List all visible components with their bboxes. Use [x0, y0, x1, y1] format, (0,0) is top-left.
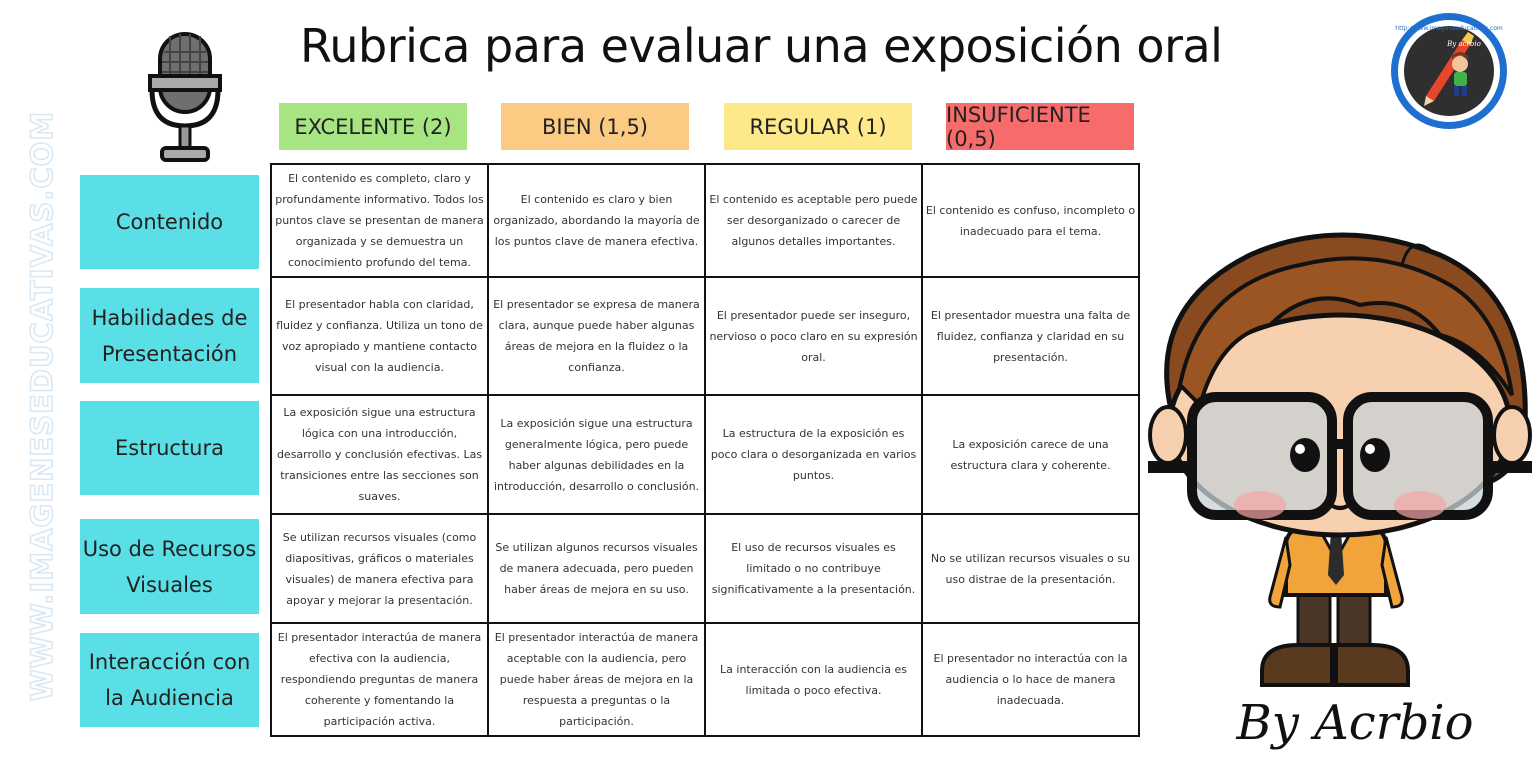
microphone-icon: [140, 30, 230, 165]
website-text: WWW.IMAGENESEDUCATIVAS.COM: [25, 110, 59, 702]
author-signature: By Acrbio: [1236, 695, 1474, 751]
rubric-cell: El presentador se expresa de manera clara, aunque puede haber algunas áreas de mejora en la fluidez o la confianza.: [488, 277, 705, 395]
category-estructura: Estructura: [80, 401, 259, 495]
category-contenido: Contenido: [80, 175, 259, 269]
category-recursos-visuales: Uso de Recursos Visuales: [80, 519, 259, 614]
table-row: [271, 395, 1139, 514]
rubric-cell: La exposición carece de una estructura clara y coherente.: [922, 395, 1139, 514]
rubric-cell: El contenido es claro y bien organizado, abordando la mayoría de los puntos clave de manera efectiva.: [488, 164, 705, 277]
rubric-cell: No se utilizan recursos visuales o su uso distrae de la presentación.: [922, 514, 1139, 623]
logo-center-text: By acrbio: [1447, 40, 1481, 48]
rubric-cell: El contenido es confuso, incompleto o inadecuado para el tema.: [922, 164, 1139, 277]
rubric-cell: El contenido es completo, claro y profundamente informativo. Todos los puntos clave se presentan de manera organizada y se demuestra un conocimiento profundo del tema.: [271, 164, 488, 277]
rubric-cell: El contenido es aceptable pero puede ser desorganizado o carecer de algunos detalles importantes.: [705, 164, 922, 277]
rubric-cell: La exposición sigue una estructura lógica con una introducción, desarrollo y conclusión efectivas. Las transiciones entre las secciones son suaves.: [271, 395, 488, 514]
table-row: [271, 277, 1139, 395]
rubric-cell: El presentador interactúa de manera aceptable con la audiencia, pero puede haber áreas de mejora en la respuesta a preguntas o la participación.: [488, 623, 705, 736]
category-interaccion-audiencia: Interacción con la Audiencia: [80, 633, 259, 727]
rubric-cell: El presentador muestra una falta de fluidez, confianza y claridad en su presentación.: [922, 277, 1139, 395]
rubric-cell: Se utilizan algunos recursos visuales de manera adecuada, pero pueden haber áreas de mejora en su uso.: [488, 514, 705, 623]
rubric-cell: La interacción con la audiencia es limitada o poco efectiva.: [705, 623, 922, 736]
rubric-cell: El presentador no interactúa con la audiencia o lo hace de manera inadecuada.: [922, 623, 1139, 736]
rubric-cell: El uso de recursos visuales es limitado o no contribuye significativamente a la presentación.: [705, 514, 922, 623]
rubric-cell: La exposición sigue una estructura generalmente lógica, pero puede haber algunas debilidades en la introducción, desarrollo o conclusión.: [488, 395, 705, 514]
vertical-website-watermark: [22, 88, 62, 724]
rubric-cell: El presentador interactúa de manera efectiva con la audiencia, respondiendo preguntas de manera coherente y fomentando la participación activa.: [271, 623, 488, 736]
boy-with-glasses-illustration: [1140, 225, 1535, 705]
category-habilidades-presentacion: Habilidades de Presentación: [80, 288, 259, 383]
table-row: [271, 514, 1139, 623]
table-row: [271, 623, 1139, 736]
table-row: [271, 164, 1139, 277]
rubric-cell: El presentador puede ser inseguro, nervioso o poco claro en su expresión oral.: [705, 277, 922, 395]
page-title: Rubrica para evaluar una exposición oral: [300, 19, 1223, 73]
rubric-cell: El presentador habla con claridad, fluidez y confianza. Utiliza un tono de voz apropiado y mantiene contacto visual con la audiencia.: [271, 277, 488, 395]
level-header-insuficiente: INSUFICIENTE (0,5): [946, 103, 1134, 150]
logo-ring-text: http://www.imagenseducativas.com: [1395, 25, 1503, 32]
rubric-cell: Se utilizan recursos visuales (como diapositivas, gráficos o materiales visuales) de manera efectiva para apoyar y mejorar la presentación.: [271, 514, 488, 623]
level-header-bien: BIEN (1,5): [501, 103, 689, 150]
rubric-table: [270, 163, 1140, 737]
level-header-excelente: EXCELENTE (2): [279, 103, 467, 150]
level-header-regular: REGULAR (1): [724, 103, 912, 150]
rubric-cell: La estructura de la exposición es poco clara o desorganizada en varios puntos.: [705, 395, 922, 514]
site-logo: [1388, 10, 1510, 132]
